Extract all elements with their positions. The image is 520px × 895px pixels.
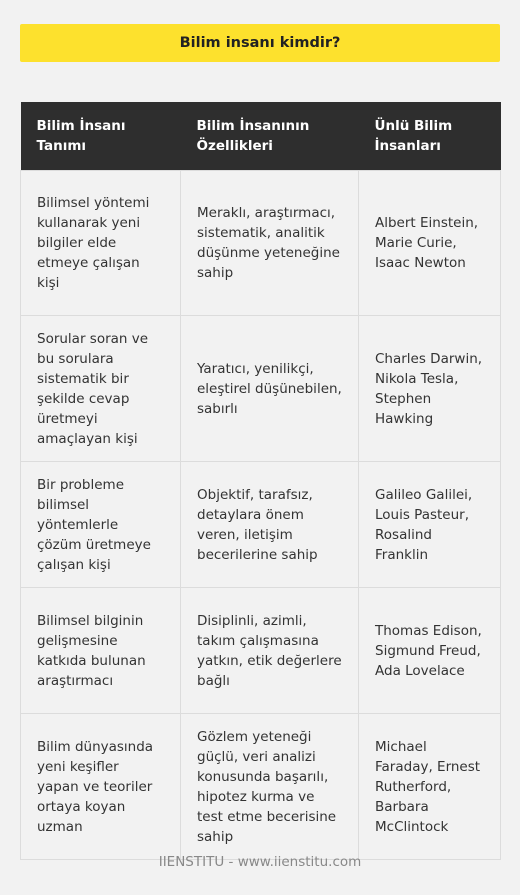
traits-cell: Objektif, tarafsız, detaylara önem veren, iletişim becerilerine sahip	[181, 462, 359, 588]
famous-scientists-cell: Thomas Edison, Sigmund Freud, Ada Lovelace	[359, 588, 501, 714]
table-row	[21, 714, 501, 860]
famous-scientists-cell: Galileo Galilei, Louis Pasteur, Rosalind Franklin	[359, 462, 501, 588]
column-header-definition: Bilim İnsanı Tanımı	[21, 102, 181, 171]
famous-scientists-cell: Charles Darwin, Nikola Tesla, Stephen Hawking	[359, 316, 501, 462]
table-row	[21, 171, 501, 316]
column-header-famous: Ünlü Bilim İnsanları	[359, 102, 501, 171]
famous-scientists-cell: Albert Einstein, Marie Curie, Isaac Newton	[359, 171, 501, 316]
traits-cell: Yaratıcı, yenilikçi, eleştirel düşünebilen, sabırlı	[181, 316, 359, 462]
definition-cell: Sorular soran ve bu sorulara sistematik bir şekilde cevap üretmeyi amaçlayan kişi	[21, 316, 181, 462]
table-row	[21, 588, 501, 714]
page-title: Bilim insanı kimdir?	[20, 24, 500, 62]
table-row	[21, 462, 501, 588]
scientist-table	[20, 102, 501, 860]
famous-scientists-cell: Michael Faraday, Ernest Rutherford, Barbara McClintock	[359, 714, 501, 860]
column-header-traits: Bilim İnsanının Özellikleri	[181, 102, 359, 171]
traits-cell: Meraklı, araştırmacı, sistematik, analitik düşünme yeteneğine sahip	[181, 171, 359, 316]
footer-credit: IIENSTITU - www.iienstitu.com	[158, 854, 362, 870]
definition-cell: Bilimsel yöntemi kullanarak yeni bilgiler elde etmeye çalışan kişi	[21, 171, 181, 316]
definition-cell: Bilimsel bilginin gelişmesine katkıda bulunan araştırmacı	[21, 588, 181, 714]
table-row	[21, 316, 501, 462]
definition-cell: Bilim dünyasında yeni keşifler yapan ve teoriler ortaya koyan uzman	[21, 714, 181, 860]
traits-cell: Disiplinli, azimli, takım çalışmasına yatkın, etik değerlere bağlı	[181, 588, 359, 714]
definition-cell: Bir probleme bilimsel yöntemlerle çözüm üretmeye çalışan kişi	[21, 462, 181, 588]
traits-cell: Gözlem yeteneği güçlü, veri analizi konusunda başarılı, hipotez kurma ve test etme becerisine sahip	[181, 714, 359, 860]
table-header-row	[21, 102, 501, 171]
